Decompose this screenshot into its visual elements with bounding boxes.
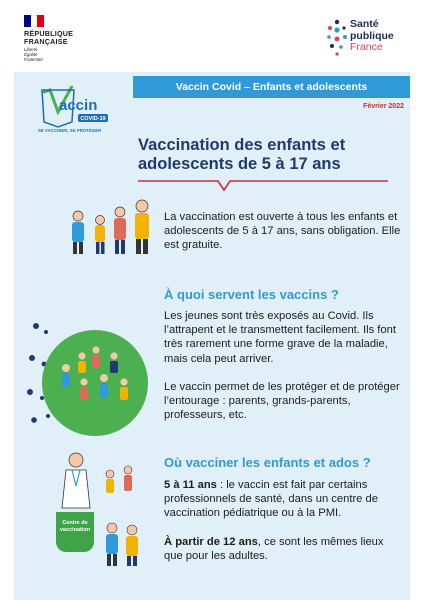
sante-publique-france-label: Santé publique France <box>350 18 394 53</box>
page-title: Vaccination des enfants et adolescents de 5 à 17 ans <box>138 136 346 173</box>
kids-pair-illustration <box>98 520 148 568</box>
title-speech-underline <box>138 178 388 192</box>
republique-francaise-label: RÉPUBLIQUE FRANÇAISE <box>24 29 74 46</box>
vaccin-covid-logo-icon <box>40 86 110 128</box>
child-figure-1 <box>72 211 84 254</box>
where-paragraph-2: À partir de 12 ans, ce sont les mêmes lieux que pour les adultes. <box>164 536 384 563</box>
publication-date: Février 2022 <box>363 103 404 110</box>
adult-figure <box>135 200 149 254</box>
marianne-flag-icon <box>24 15 44 27</box>
child-figure-2 <box>95 216 105 255</box>
vaccination-centre-badge: Centre de vaccination <box>56 512 94 552</box>
section-heading-purpose: À quoi servent les vaccins ? <box>164 287 339 302</box>
purpose-paragraph-1: Les jeunes sont très exposés au Covid. Ils l’attrapent et le transmettent facilement. Ils font très rarement une forme grave de la maladie, mais cela peut arriver. <box>164 310 396 365</box>
family-illustration <box>66 194 162 256</box>
section-heading-where: Où vacciner les enfants et ados ? <box>164 455 371 470</box>
republic-motto: Liberté Égalité Fraternité <box>24 47 43 62</box>
logo-word: accin <box>59 97 98 114</box>
logo-tag: COVID-19 <box>80 116 106 122</box>
purpose-paragraph-2: Le vaccin permet de les protéger et de protéger l’entourage : parents, grands-parents, professeurs, etc. <box>164 381 400 422</box>
doctor-illustration <box>56 448 146 514</box>
logo-slogan: SE VACCINER, SE PROTÉGER <box>38 128 102 133</box>
intro-text: La vaccination est ouverte à tous les enfants et adolescents de 5 à 17 ans, sans obligation. Elle est gratuite. <box>164 211 401 252</box>
topic-banner: Vaccin Covid – Enfants et adolescents <box>133 76 410 98</box>
where-paragraph-1: 5 à 11 ans : le vaccin est fait par certains professionnels de santé, dans un centre de vaccination pédiatrique ou à la PMI. <box>164 479 378 520</box>
child-figure-3 <box>114 207 126 254</box>
kids-group-illustration <box>54 342 138 412</box>
sante-publique-france-logo-icon <box>325 18 349 58</box>
